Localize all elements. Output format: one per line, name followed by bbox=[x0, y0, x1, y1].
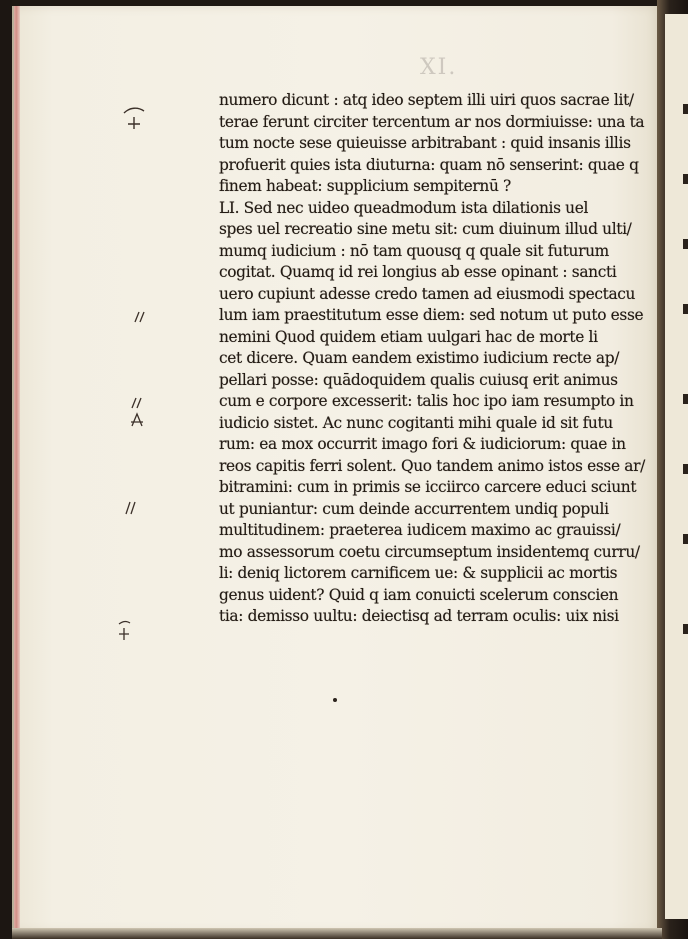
text-line: mo assessorum coetu circumseptum insidentemq curru/ bbox=[219, 542, 640, 561]
next-page-text-fragment bbox=[683, 104, 688, 114]
next-page-text-fragment bbox=[683, 624, 688, 634]
ink-dot bbox=[333, 698, 337, 702]
text-line: tum nocte sese quieuisse arbitrabant : quid insanis illis bbox=[219, 134, 631, 152]
page-bottom-edge bbox=[12, 928, 662, 939]
text-line: spes uel recreatio sine metu sit: cum diuinum illud ulti/ bbox=[219, 220, 632, 238]
text-line: mumq iudicium : nō tam quousq q quale sit futurum bbox=[219, 241, 609, 260]
text-line: ut puniantur: cum deinde accurrentem undiq populi bbox=[219, 499, 609, 518]
text-line: cogitat. Quamq id rei longius ab esse opinant : sancti bbox=[219, 263, 617, 281]
text-line: numero dicunt : atq ideo septem illi uiri quos sacrae lit/ bbox=[219, 91, 634, 109]
text-line: uero cupiunt adesse credo tamen ad eiusmodi spectacu bbox=[219, 284, 636, 303]
text-line: finem habeat: supplicium sempiternū ? bbox=[219, 177, 511, 195]
text-line: reos capitis ferri solent. Quo tandem animo istos esse ar/ bbox=[219, 456, 645, 475]
next-page-edge bbox=[665, 14, 688, 919]
margin-tick-mark-icon bbox=[128, 396, 146, 432]
text-line: lum iam praestitutum esse diem: sed notum ut puto esse bbox=[219, 306, 644, 324]
text-line: cet dicere. Quam eandem existimo iudicium recte ap/ bbox=[219, 349, 620, 367]
next-page-text-fragment bbox=[683, 534, 688, 544]
text-line: LI. Sed nec uideo queadmodum ista dilationis uel bbox=[219, 198, 589, 217]
next-page-text-fragment bbox=[683, 304, 688, 314]
red-rubric-edge bbox=[14, 6, 20, 932]
text-line: bitramini: cum in primis se icciirco carcere educi sciunt bbox=[219, 478, 637, 496]
next-page-text-fragment bbox=[683, 464, 688, 474]
text-line: iudicio sistet. Ac nunc cogitanti mihi quale id sit futu bbox=[219, 413, 613, 432]
background-left bbox=[0, 0, 12, 939]
text-line: profuerit quies ista diuturna: quam nō senserint: quae q bbox=[219, 155, 639, 174]
text-line: rum: ea mox occurrit imago fori & iudiciorum: quae in bbox=[219, 435, 626, 453]
margin-tick-mark-icon bbox=[132, 310, 148, 324]
text-line: genus uident? Quid q iam conuicti scelerum conscien bbox=[219, 585, 619, 604]
text-line: multitudinem: praeterea iudicem maximo ac grauissi/ bbox=[219, 521, 621, 539]
text-block bbox=[219, 90, 655, 628]
text-line: cum e corpore excesserit: talis hoc ipo iam resumpto in bbox=[219, 392, 634, 410]
next-page-text-fragment bbox=[683, 239, 688, 249]
margin-cross-mark-icon bbox=[116, 103, 152, 133]
margin-plus-mark-icon bbox=[114, 618, 134, 644]
text-line: nemini Quod quidem etiam uulgari hac de morte li bbox=[219, 327, 598, 346]
folio-number: XI. bbox=[420, 55, 458, 80]
text-line: li: deniq lictorem carnificem ue: & supplicii ac mortis bbox=[219, 564, 618, 582]
next-page-text-fragment bbox=[683, 394, 688, 404]
text-line: pellari posse: quādoquidem qualis cuiusq erit animus bbox=[219, 370, 618, 389]
text-line: terae ferunt circiter tercentum ar nos dormiuisse: una ta bbox=[219, 112, 645, 131]
text-line: tia: demisso uultu: deiectisq ad terram oculis: uix nisi bbox=[219, 607, 619, 625]
next-page-text-fragment bbox=[683, 174, 688, 184]
margin-tick-mark-icon bbox=[124, 500, 138, 516]
